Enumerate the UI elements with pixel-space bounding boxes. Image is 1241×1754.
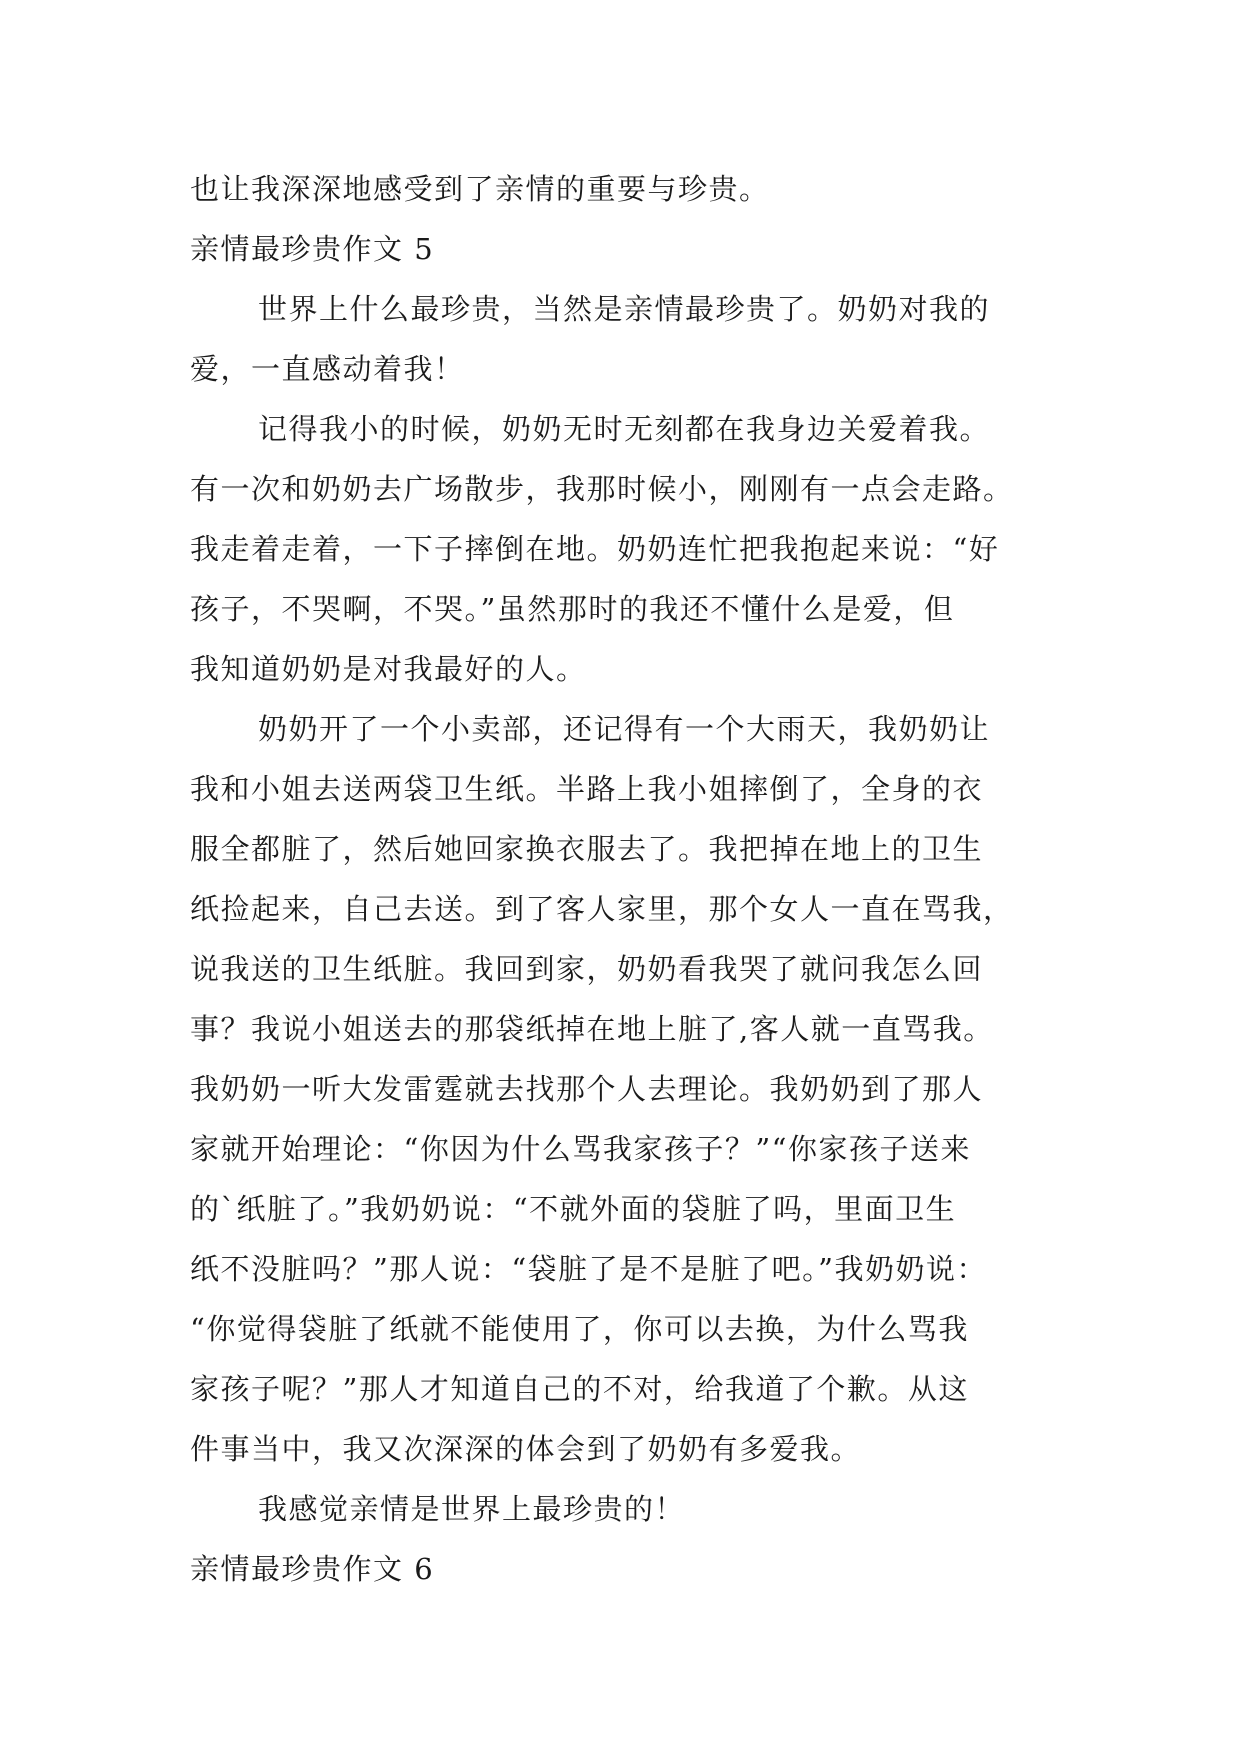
paragraph-line: 奶奶开了一个小卖部，还记得有一个大雨天，我奶奶让: [258, 712, 991, 746]
section-heading: 亲情最珍贵作文 5: [190, 232, 435, 266]
paragraph-line: 记得我小的时候，奶奶无时无刻都在我身边关爱着我。: [258, 412, 991, 446]
paragraph-line: 服全都脏了，然后她回家换衣服去了。我把掉在地上的卫生: [190, 832, 984, 866]
paragraph-line: 有一次和奶奶去广场散步，我那时候小，刚刚有一点会走路。: [190, 472, 1014, 506]
section-heading: 亲情最珍贵作文 6: [190, 1552, 435, 1586]
paragraph-line: 纸捡起来，自己去送。到了客人家里，那个女人一直在骂我，: [190, 892, 1014, 926]
paragraph-line: 爱，一直感动着我！: [190, 352, 465, 386]
paragraph-line: 我和小姐去送两袋卫生纸。半路上我小姐摔倒了，全身的衣: [190, 772, 984, 806]
paragraph-line: 家就开始理论：“你因为什么骂我家孩子？”“你家孩子送来: [190, 1132, 971, 1166]
paragraph-line: 家孩子呢？”那人才知道自己的不对，给我道了个歉。从这: [190, 1372, 969, 1406]
paragraph-line: 件事当中，我又次深深的体会到了奶奶有多爱我。: [190, 1432, 862, 1466]
paragraph-line: 纸不没脏吗？”那人说：“袋脏了是不是脏了吧。”我奶奶说：: [190, 1252, 987, 1286]
paragraph-line: 也让我深深地感受到了亲情的重要与珍贵。: [190, 172, 770, 206]
paragraph-line: 我知道奶奶是对我最好的人。: [190, 652, 587, 686]
paragraph-line: 说我送的卫生纸脏。我回到家，奶奶看我哭了就问我怎么回: [190, 952, 984, 986]
paragraph-line: 的`纸脏了。”我奶奶说：“不就外面的袋脏了吗，里面卫生: [190, 1192, 957, 1226]
paragraph-line: 我走着走着，一下子摔倒在地。奶奶连忙把我抱起来说：“好: [190, 532, 1000, 566]
paragraph-line: 事？我说小姐送去的那袋纸掉在地上脏了,客人就一直骂我。: [190, 1012, 994, 1046]
paragraph-line: 世界上什么最珍贵，当然是亲情最珍贵了。奶奶对我的: [258, 292, 991, 326]
paragraph-line: 我奶奶一听大发雷霆就去找那个人去理论。我奶奶到了那人: [190, 1072, 984, 1106]
paragraph-line: 孩子，不哭啊，不哭。”虽然那时的我还不懂什么是爱，但: [190, 592, 955, 626]
paragraph-line: “你觉得袋脏了纸就不能使用了，你可以去换，为什么骂我: [190, 1312, 969, 1346]
paragraph-line: 我感觉亲情是世界上最珍贵的！: [258, 1492, 686, 1526]
